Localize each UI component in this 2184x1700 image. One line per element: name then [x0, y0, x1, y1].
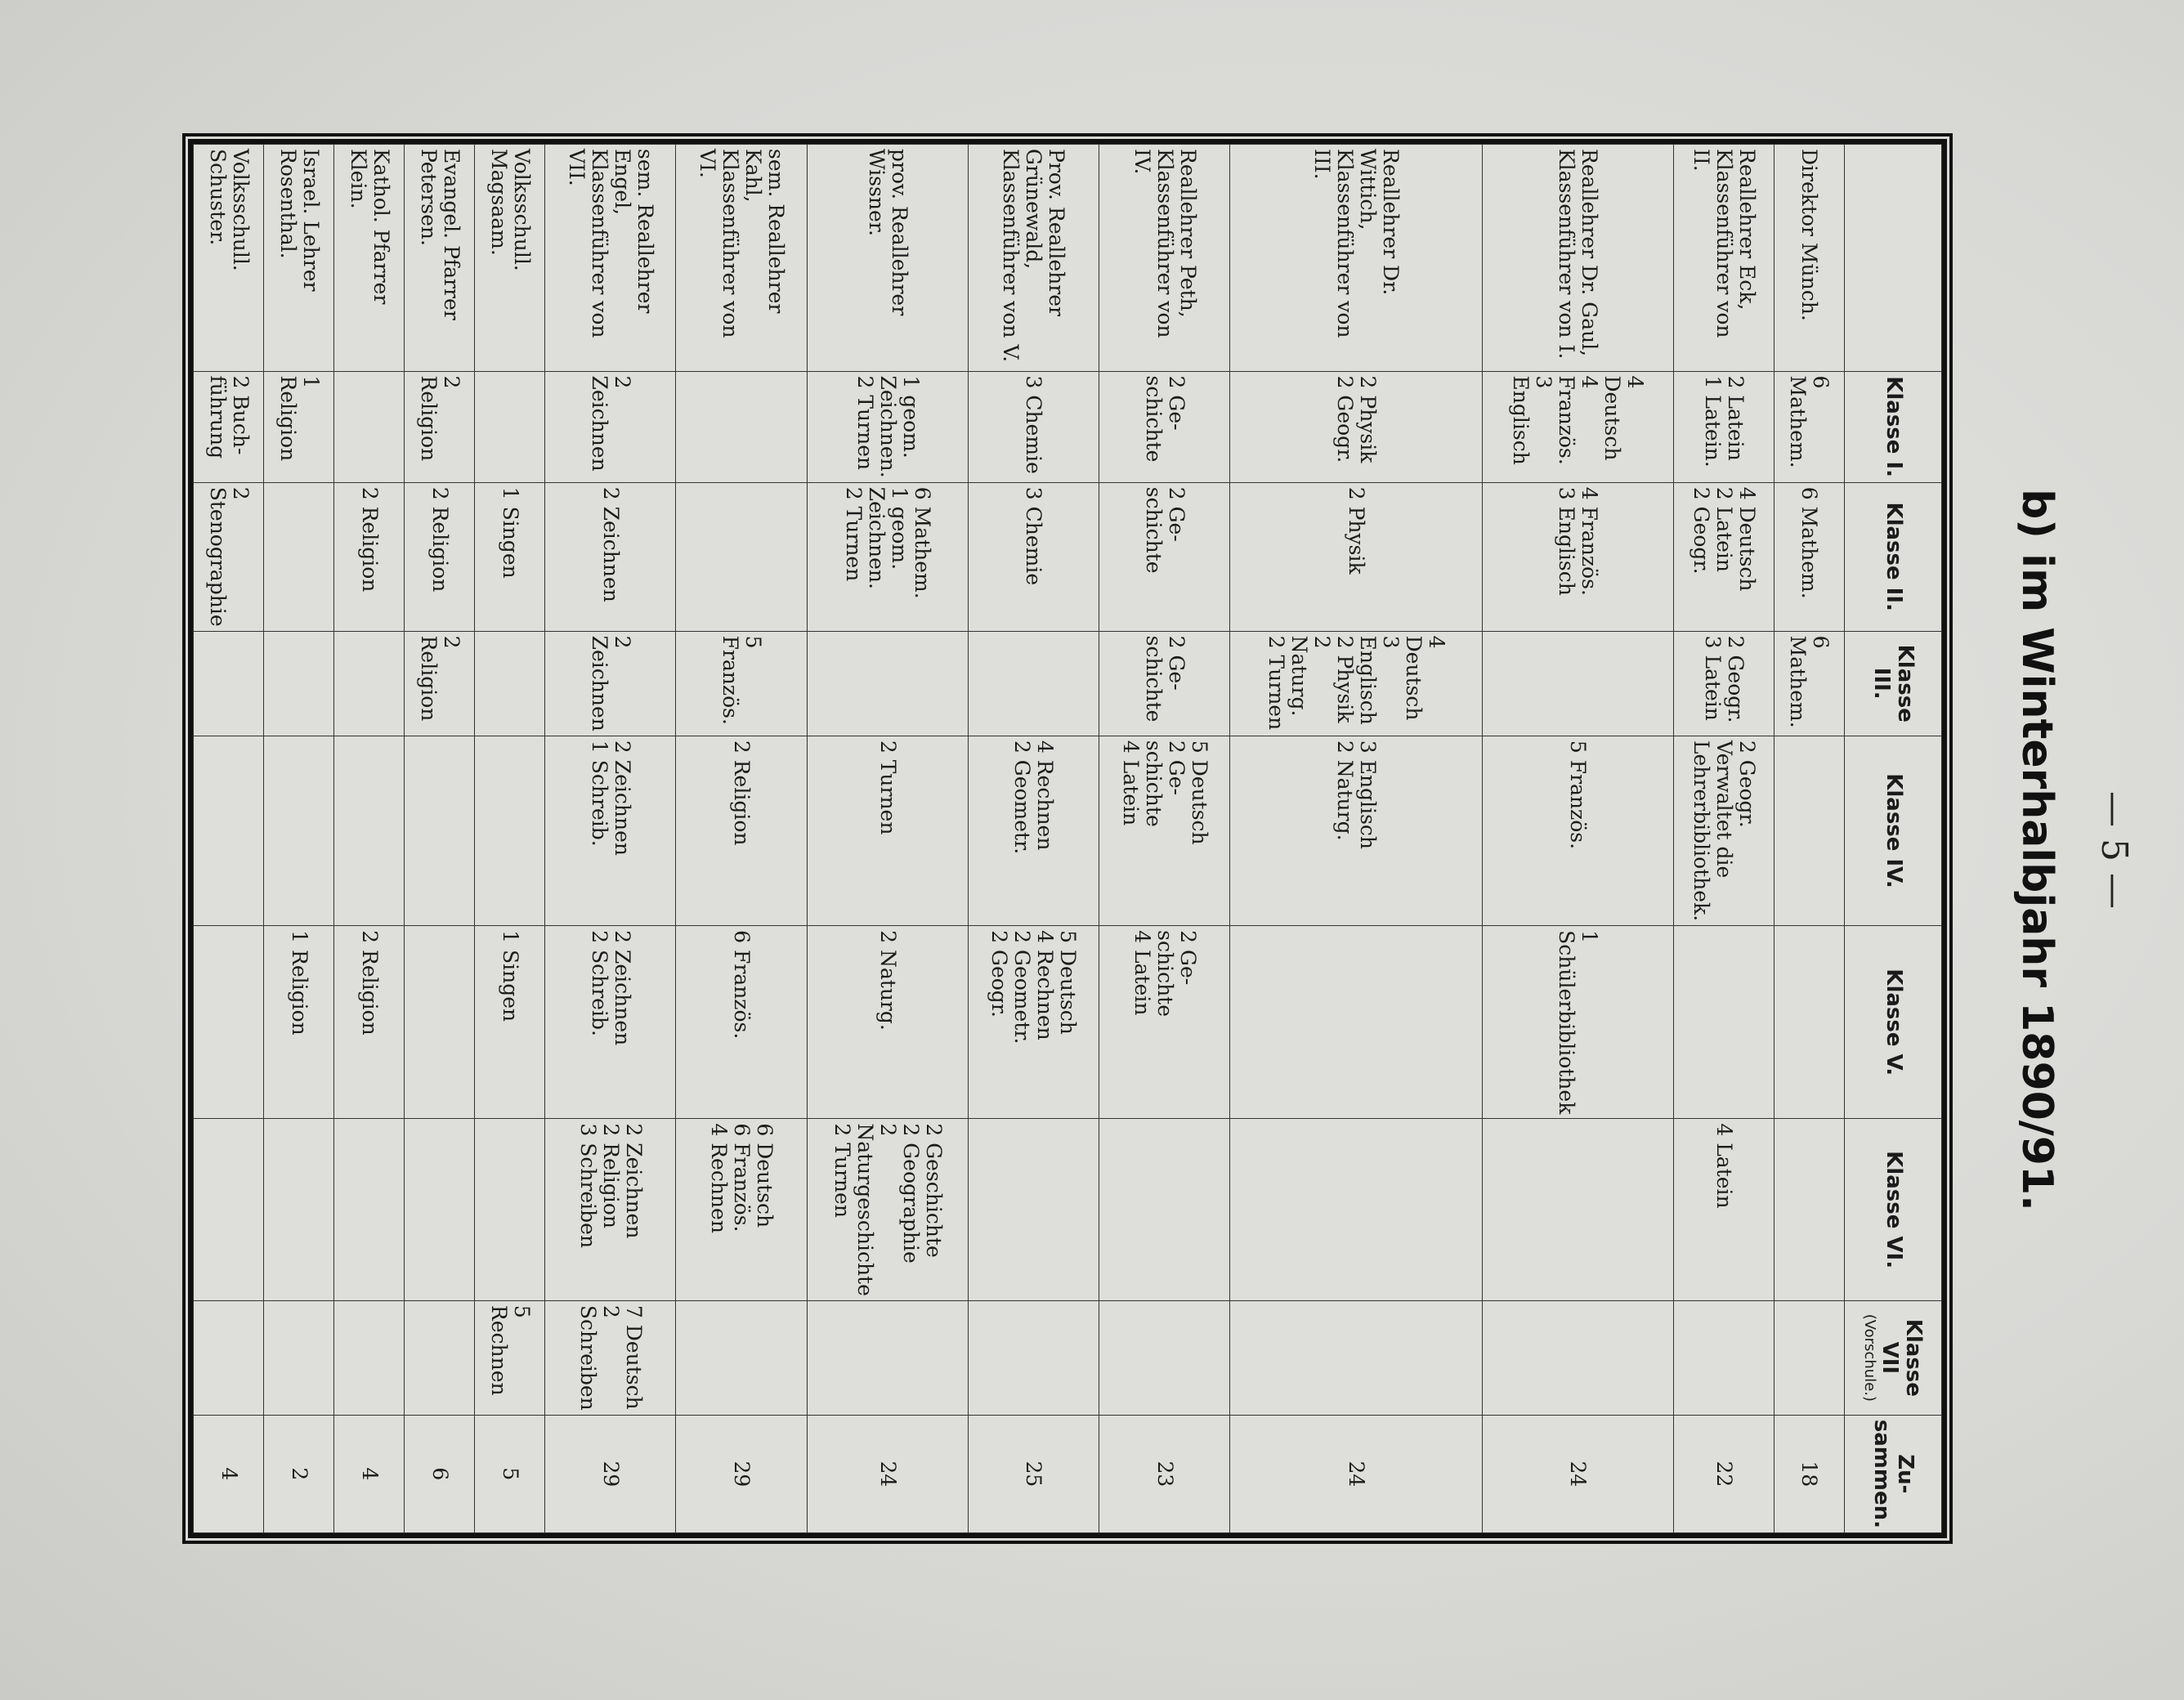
lesson-cell: [334, 371, 405, 482]
lesson-cell: 2 Latein 1 Latein.: [1673, 371, 1774, 482]
lesson-cell: 2 Religion: [405, 482, 475, 631]
table-row: [545, 145, 676, 1533]
lesson-cell: 2 Zeichnen: [545, 631, 676, 736]
table-row: [334, 145, 405, 1533]
lesson-cell: 4 Deutsch 4 Französ. 3 Englisch: [1482, 371, 1673, 482]
lesson-cell: [1673, 926, 1774, 1119]
table-row: [475, 145, 545, 1533]
sum-cell: 4: [194, 1415, 264, 1532]
lesson-cell: [1482, 1300, 1673, 1415]
table-row: [194, 145, 264, 1533]
sum-cell: 22: [1673, 1415, 1774, 1532]
lesson-cell: 6 Mathem.: [1774, 482, 1844, 631]
lesson-cell: 2 Physik 2 Geogr.: [1230, 371, 1482, 482]
lesson-cell: [1099, 1300, 1230, 1415]
lesson-cell: 2 Zeichnen: [545, 371, 676, 482]
lesson-cell: 2 Geogr. 3 Latein: [1673, 631, 1774, 736]
lesson-cell: [194, 631, 264, 736]
lesson-cell: [194, 736, 264, 925]
column-header: Zu- sammen.: [1845, 1415, 1942, 1532]
schedule-table: [193, 144, 1942, 1533]
teacher-cell: sem. Reallehrer Engel, Klassenführer von VII.: [545, 145, 676, 372]
lesson-cell: [194, 926, 264, 1119]
sum-cell: 29: [545, 1415, 676, 1532]
sum-cell: 6: [405, 1415, 475, 1532]
lesson-cell: 2 Religion: [334, 482, 405, 631]
lesson-cell: 2 Ge- schichte: [1099, 482, 1230, 631]
lesson-cell: [1482, 631, 1673, 736]
table-body: [194, 145, 1845, 1533]
table-row: [1230, 145, 1482, 1533]
lesson-cell: 2 Ge- schichte: [1099, 371, 1230, 482]
lesson-cell: 1 Schülerbibliothek: [1482, 926, 1673, 1119]
column-note: (Vorschule.): [1860, 1313, 1878, 1402]
table-row: [1482, 145, 1673, 1533]
lesson-cell: 5 Französ.: [676, 631, 807, 736]
teacher-cell: Volksschull. Magsaam.: [475, 145, 545, 372]
lesson-cell: 4 Deutsch 3 Englisch 2 Physik 2 Naturg. 2 Turnen: [1230, 631, 1482, 736]
lesson-cell: [1482, 1119, 1673, 1301]
table-row: [1673, 145, 1774, 1533]
lesson-cell: 2 Geschichte 2 Geographie 2 Naturgeschichte 2 Turnen: [807, 1119, 968, 1301]
lesson-cell: 4 Deutsch 2 Latein 2 Geogr.: [1673, 482, 1774, 631]
lesson-cell: 5 Französ.: [1482, 736, 1673, 925]
lesson-cell: [1774, 926, 1844, 1119]
lesson-cell: 4 Latein: [1673, 1119, 1774, 1301]
lesson-cell: [1774, 736, 1844, 925]
lesson-cell: [194, 1300, 264, 1415]
table-row: [405, 145, 475, 1533]
teacher-cell: Israel. Lehrer Rosenthal.: [264, 145, 334, 372]
sum-cell: 23: [1099, 1415, 1230, 1532]
lesson-cell: 2 Geogr. Verwaltet die Lehrerbibliothek.: [1673, 736, 1774, 925]
lesson-cell: 1 Religion: [264, 371, 334, 482]
lesson-cell: [264, 631, 334, 736]
lesson-cell: 2 Religion: [334, 926, 405, 1119]
lesson-cell: [968, 631, 1099, 736]
lesson-cell: 6 Mathem.: [1774, 371, 1844, 482]
teacher-cell: Prov. Reallehrer Grünewald, Klassenführer von V.: [968, 145, 1099, 372]
column-header: [1845, 145, 1942, 372]
lesson-cell: 2 Turnen: [807, 736, 968, 925]
teacher-cell: Reallehrer Dr. Wittich, Klassenführer von III.: [1230, 145, 1482, 372]
sum-cell: 25: [968, 1415, 1099, 1532]
teacher-cell: Kathol. Pfarrer Klein.: [334, 145, 405, 372]
lesson-cell: [1774, 1119, 1844, 1301]
column-header: Klasse III.: [1845, 631, 1942, 736]
sum-cell: 24: [1482, 1415, 1673, 1532]
table-row: [264, 145, 334, 1533]
lesson-cell: [405, 926, 475, 1119]
teacher-cell: prov. Reallehrer Wissner.: [807, 145, 968, 372]
lesson-cell: [405, 1119, 475, 1301]
teacher-cell: Reallehrer Peth, Klassenführer von IV.: [1099, 145, 1230, 372]
lesson-cell: 2 Zeichnen 1 Schreib.: [545, 736, 676, 925]
page-heading: b) im Winterhalbjahr 1890/91.: [2012, 489, 2061, 1211]
lesson-cell: [1673, 1300, 1774, 1415]
sum-cell: 24: [1230, 1415, 1482, 1532]
lesson-cell: [676, 371, 807, 482]
lesson-cell: [968, 1300, 1099, 1415]
lesson-cell: [334, 736, 405, 925]
lesson-cell: [264, 736, 334, 925]
lesson-cell: 4 Rechnen 2 Geometr.: [968, 736, 1099, 925]
column-header: Klasse IV.: [1845, 736, 1942, 925]
sum-cell: 29: [676, 1415, 807, 1532]
lesson-cell: [264, 1119, 334, 1301]
lesson-cell: 7 Deutsch 2 Schreiben: [545, 1300, 676, 1415]
lesson-cell: 2 Physik: [1230, 482, 1482, 631]
lesson-cell: 2 Religion: [405, 371, 475, 482]
lesson-cell: [194, 1119, 264, 1301]
lesson-cell: [807, 1300, 968, 1415]
column-header: Klasse V.: [1845, 926, 1942, 1119]
lesson-cell: 5 Deutsch 2 Ge- schichte 4 Latein: [1099, 736, 1230, 925]
lesson-cell: 6 Französ.: [676, 926, 807, 1119]
header-row: [1845, 145, 1942, 1533]
lesson-cell: [475, 631, 545, 736]
lesson-cell: [475, 1119, 545, 1301]
lesson-cell: 1 Singen: [475, 926, 545, 1119]
schedule-table-frame: [188, 139, 1947, 1538]
lesson-cell: 6 Mathem. 1 geom. Zeichnen. 2 Turnen: [807, 482, 968, 631]
sum-cell: 4: [334, 1415, 405, 1532]
lesson-cell: 2 Stenographie: [194, 482, 264, 631]
lesson-cell: 3 Englisch 2 Naturg.: [1230, 736, 1482, 925]
lesson-cell: [264, 1300, 334, 1415]
lesson-cell: [1230, 926, 1482, 1119]
sum-cell: 2: [264, 1415, 334, 1532]
teacher-cell: sem. Reallehrer Kahl, Klassenführer von VI.: [676, 145, 807, 372]
column-header: Klasse VII (Vorschule.): [1845, 1300, 1942, 1415]
teacher-cell: Evangel. Pfarrer Petersen.: [405, 145, 475, 372]
page-number: — 5 —: [2093, 791, 2135, 909]
sum-cell: 5: [475, 1415, 545, 1532]
table-row: [807, 145, 968, 1533]
lesson-cell: [334, 631, 405, 736]
lesson-cell: 2 Naturg.: [807, 926, 968, 1119]
column-header: Klasse II.: [1845, 482, 1942, 631]
sum-cell: 24: [807, 1415, 968, 1532]
lesson-cell: 6 Deutsch 6 Französ. 4 Rechnen: [676, 1119, 807, 1301]
lesson-cell: 2 Zeichnen 2 Religion 3 Schreiben: [545, 1119, 676, 1301]
lesson-cell: 1 geom. Zeichnen. 2 Turnen: [807, 371, 968, 482]
lesson-cell: 2 Religion: [405, 631, 475, 736]
lesson-cell: [405, 1300, 475, 1415]
teacher-cell: Reallehrer Eck, Klassenführer von II.: [1673, 145, 1774, 372]
lesson-cell: 2 Ge- schichte: [1099, 631, 1230, 736]
lesson-cell: [807, 631, 968, 736]
lesson-cell: [968, 1119, 1099, 1301]
sum-cell: 18: [1774, 1415, 1844, 1532]
lesson-cell: 2 Religion: [676, 736, 807, 925]
lesson-cell: 4 Französ. 3 Englisch: [1482, 482, 1673, 631]
lesson-cell: [405, 736, 475, 925]
lesson-cell: 1 Religion: [264, 926, 334, 1119]
lesson-cell: 2 Zeichnen 2 Schreib.: [545, 926, 676, 1119]
lesson-cell: [475, 371, 545, 482]
lesson-cell: [1230, 1119, 1482, 1301]
lesson-cell: 2 Ge- schichte 4 Latein: [1099, 926, 1230, 1119]
lesson-cell: 2 Zeichnen: [545, 482, 676, 631]
lesson-cell: [676, 482, 807, 631]
column-header: Klasse I.: [1845, 371, 1942, 482]
lesson-cell: 3 Chemie: [968, 482, 1099, 631]
lesson-cell: [676, 1300, 807, 1415]
lesson-cell: 1 Singen: [475, 482, 545, 631]
table-row: [968, 145, 1099, 1533]
table-row: [1774, 145, 1844, 1533]
lesson-cell: [1230, 1300, 1482, 1415]
lesson-cell: [334, 1119, 405, 1301]
lesson-cell: 3 Chemie: [968, 371, 1099, 482]
table-row: [676, 145, 807, 1533]
column-header: Klasse VI.: [1845, 1119, 1942, 1301]
lesson-cell: 2 Buch- führung: [194, 371, 264, 482]
lesson-cell: [475, 736, 545, 925]
teacher-cell: Volksschull. Schuster.: [194, 145, 264, 372]
lesson-cell: [1099, 1119, 1230, 1301]
lesson-cell: [1774, 1300, 1844, 1415]
lesson-cell: 6 Mathem.: [1774, 631, 1844, 736]
lesson-cell: 5 Deutsch 4 Rechnen 2 Geometr. 2 Geogr.: [968, 926, 1099, 1119]
teacher-cell: Direktor Münch.: [1774, 145, 1844, 372]
teacher-cell: Reallehrer Dr. Gaul, Klassenführer von I.: [1482, 145, 1673, 372]
lesson-cell: [264, 482, 334, 631]
table-row: [1099, 145, 1230, 1533]
lesson-cell: 5 Rechnen: [475, 1300, 545, 1415]
lesson-cell: [334, 1300, 405, 1415]
